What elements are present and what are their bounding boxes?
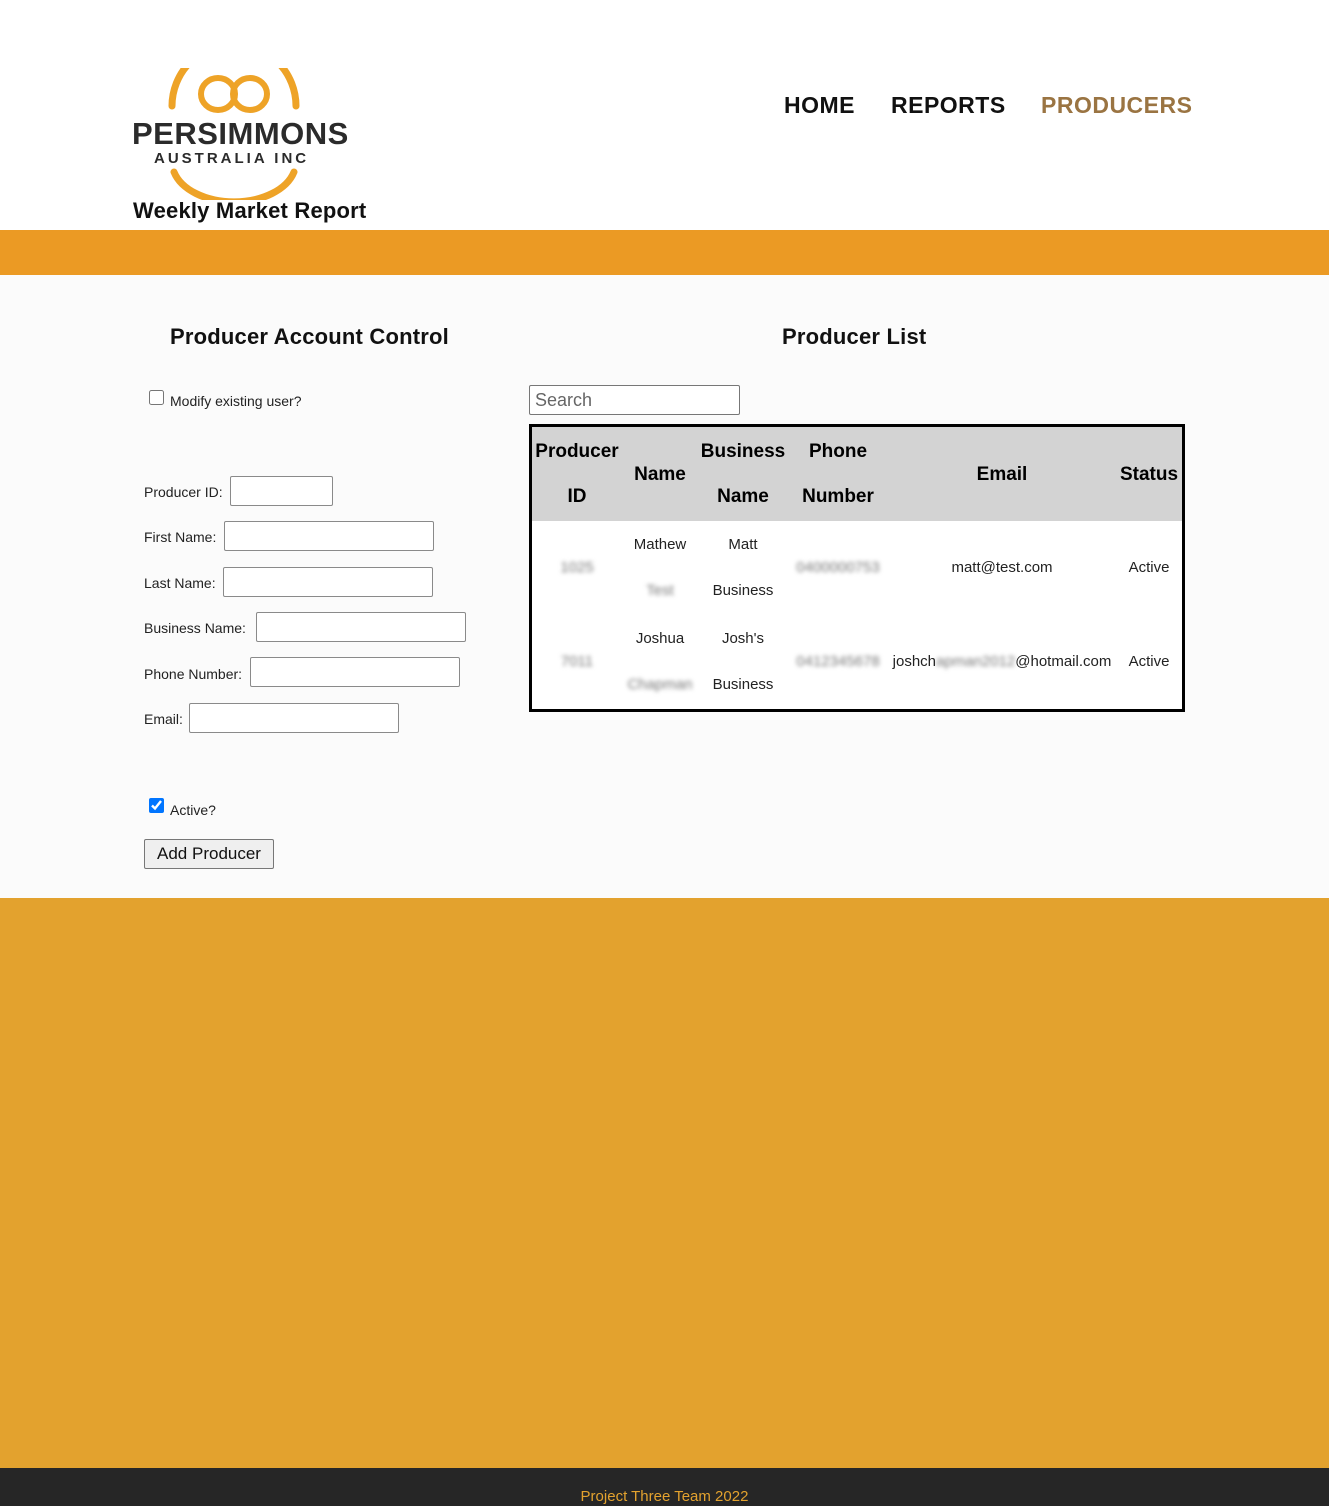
email-start: joshch (892, 653, 937, 670)
cell-email (888, 615, 1116, 709)
phone-value: 0400000753 (796, 559, 880, 576)
cell-status: Active (1128, 653, 1170, 670)
persimmons-logo[interactable] (128, 68, 349, 200)
email-label: Email: (144, 711, 183, 727)
phone-number-label: Phone Number: (144, 666, 243, 682)
logo-subtitle: AUSTRALIA INC (154, 150, 310, 167)
first-name-value: Mathew (633, 536, 687, 553)
column-header-status[interactable]: Status (1119, 463, 1179, 485)
last-name-label: Last Name: (144, 575, 216, 591)
column-header-producer-id[interactable]: Producer ID (535, 441, 619, 507)
table-row[interactable] (532, 521, 1182, 615)
last-name-value: Chapman (627, 676, 693, 693)
column-header-business-name[interactable]: Business Name (700, 441, 786, 507)
last-name-field[interactable] (223, 567, 433, 597)
active-checkbox[interactable] (149, 798, 164, 813)
producer-id-field[interactable] (230, 476, 333, 506)
phone-number-field[interactable] (250, 657, 460, 687)
cell-producer-id (532, 615, 622, 709)
header (0, 0, 1329, 230)
cell-business-name: Josh's Business (712, 630, 774, 693)
footer-credit: Project Three Team 2022 (580, 1488, 749, 1505)
email-redacted: apman2012 (936, 653, 1016, 670)
active-label: Active? (170, 802, 216, 818)
column-header-name[interactable]: Name (634, 463, 686, 485)
producer-id-label: Producer ID: (144, 484, 223, 500)
cell-email: matt@test.com (951, 559, 1053, 576)
header-divider-band (0, 230, 1329, 275)
column-header-phone-number[interactable]: Phone Number (802, 441, 874, 507)
first-name-field[interactable] (224, 521, 434, 551)
footer (0, 1468, 1329, 1506)
phone-value: 0412345678 (796, 653, 880, 670)
producer-id-value: 1025 (560, 559, 594, 576)
cell-status: Active (1128, 559, 1170, 576)
cell-producer-id (532, 521, 622, 615)
producer-id-value: 7011 (560, 653, 594, 670)
last-name-value: Test (646, 582, 674, 599)
first-name-label: First Name: (144, 529, 217, 545)
first-name-value: Joshua (635, 630, 685, 647)
nav-home[interactable]: HOME (784, 92, 855, 118)
business-name-field[interactable] (256, 612, 466, 642)
producer-list-title: Producer List (782, 324, 927, 349)
cell-name (622, 521, 698, 615)
cell-business-name: Matt Business (712, 536, 774, 599)
add-producer-button[interactable]: Add Producer (144, 839, 274, 869)
email-field[interactable] (189, 703, 399, 733)
email-end: @hotmail.com (1015, 653, 1112, 670)
producer-table (529, 424, 1185, 712)
cell-phone-number (788, 521, 888, 615)
nav-reports[interactable]: REPORTS (891, 92, 1006, 118)
modify-existing-label: Modify existing user? (170, 393, 302, 409)
table-header-row (532, 427, 1182, 521)
table-row[interactable] (532, 615, 1182, 709)
site-tagline: Weekly Market Report (133, 198, 367, 223)
column-header-email[interactable]: Email (976, 463, 1028, 485)
main-content (0, 275, 1329, 898)
logo-wordmark: PERSIMMONS (132, 116, 349, 151)
producer-search-input[interactable] (529, 385, 740, 415)
business-name-label: Business Name: (144, 620, 246, 636)
cell-name (622, 615, 698, 709)
nav-producers[interactable]: PRODUCERS (1041, 92, 1193, 118)
cell-phone-number (788, 615, 888, 709)
modify-existing-checkbox[interactable] (149, 390, 164, 405)
account-control-title: Producer Account Control (170, 324, 449, 349)
